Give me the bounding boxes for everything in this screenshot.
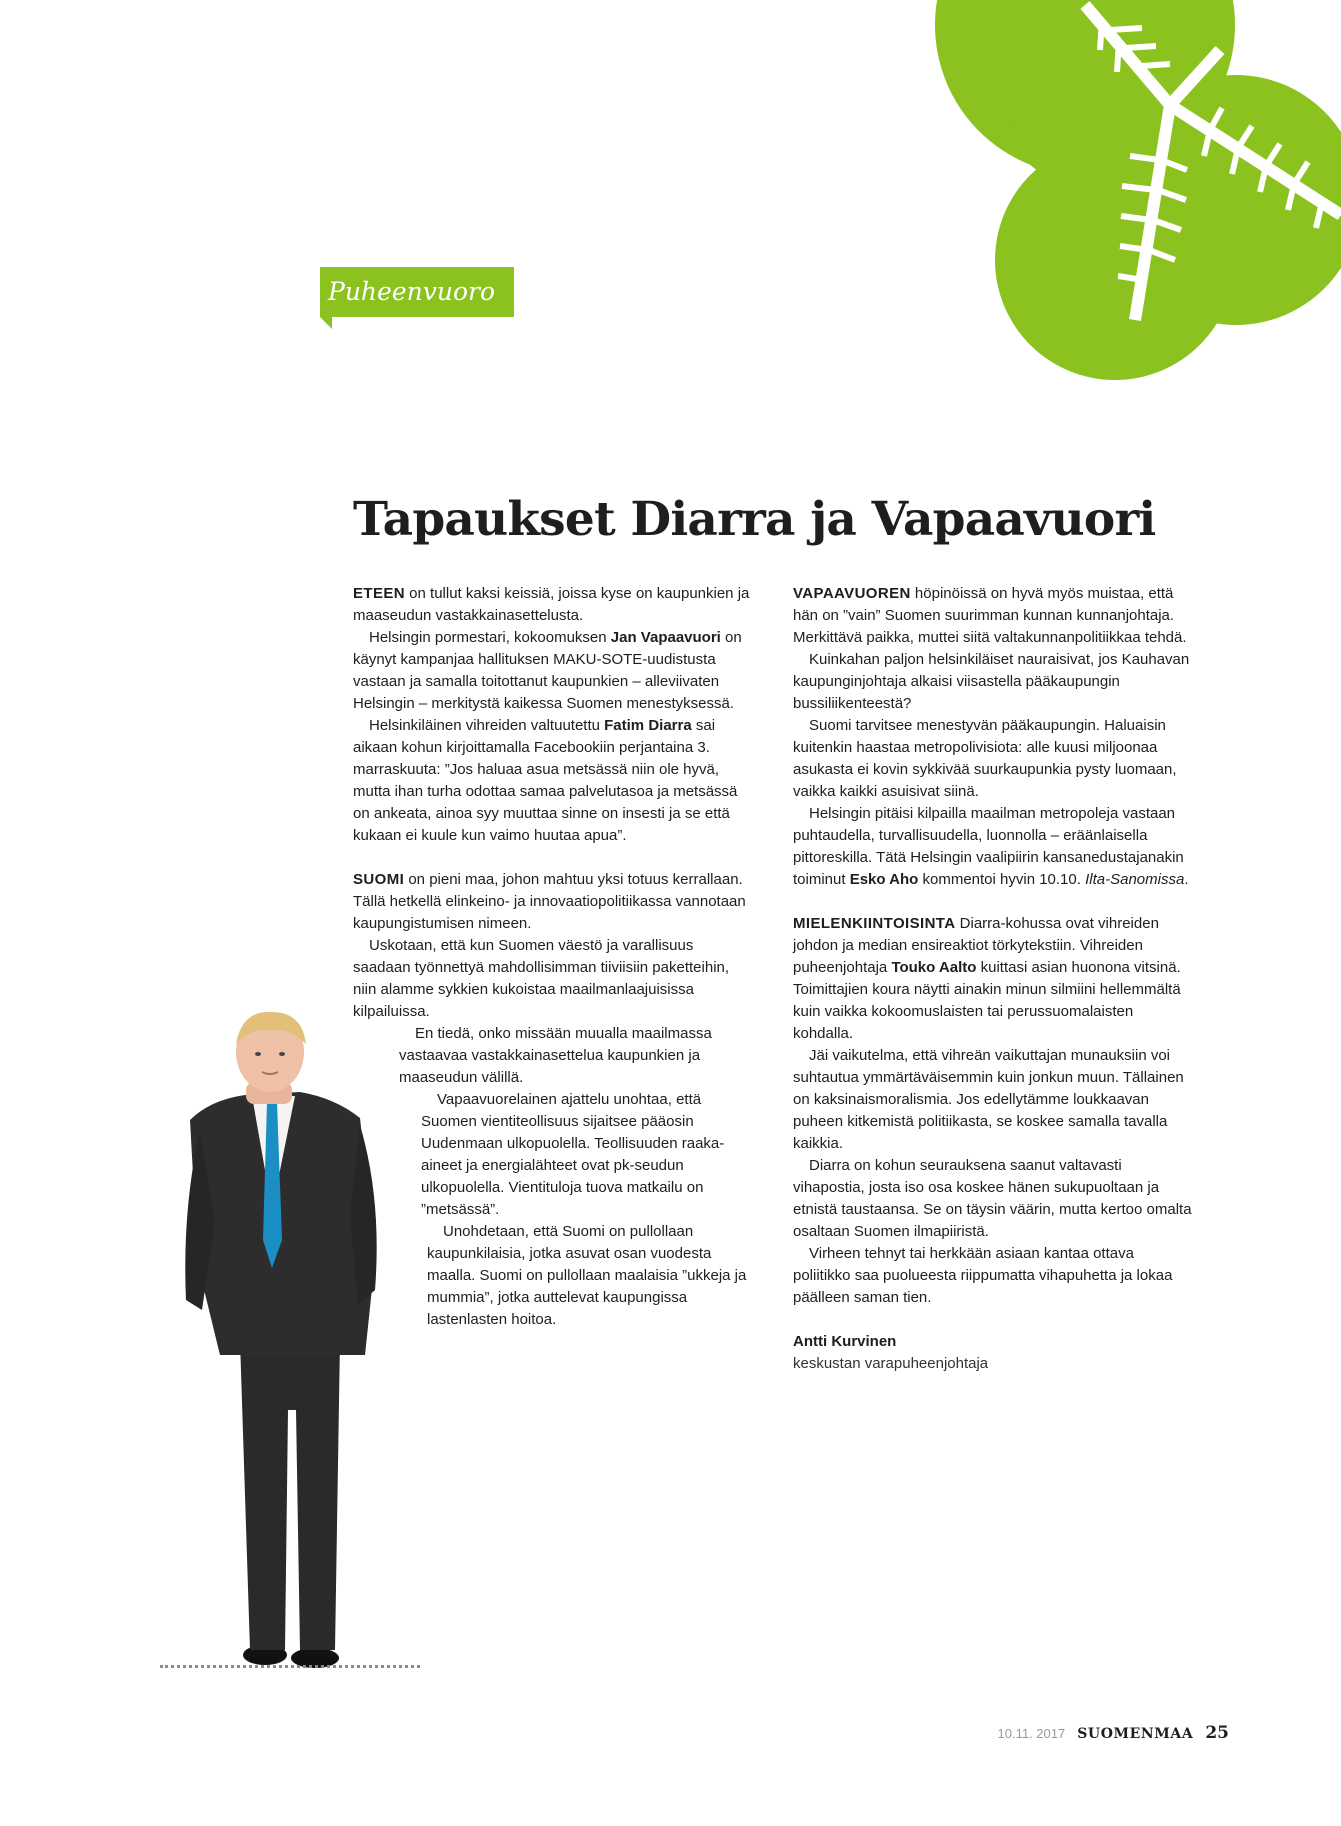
section-label-tail (320, 317, 332, 329)
paragraph: Vapaavuorelainen ajattelu unohtaa, että Suomen vientiteollisuus sijaitsee pääosin Uudenmaan ulkopuolella. Teollisuuden raaka-aineet ja energialähteet ovat pk-seudun ulkopuolella. Vientituloja tuova matkailu on ”metsässä”. (421, 1091, 725, 1218)
author-role: keskustan varapuheenjohtaja (793, 1355, 989, 1372)
issue-date: 10.11. 2017 (997, 1726, 1066, 1741)
lead-word: SUOMI (353, 871, 405, 888)
clover-decoration (920, 0, 1341, 380)
source-name: Ilta-Sanomissa (1085, 871, 1185, 888)
paragraph: SUOMI on pieni maa, johon mahtuu yksi totuus kerrallaan. Tällä hetkellä elinkeino- ja innovaatiopolitiikassa vannotaan kaupungistumisen nimeen. (353, 871, 746, 932)
paragraph: Helsingin pitäisi kilpailla maailman metropoleja vastaan puhtaudella, turvallisuudella, luonnolla – eräänlaisella pittoreskilla. Tätä Helsingin vaalipiirin kansanedustajanakin toiminut Esko Aho kommentoi hyvin 10.10. Ilta-Sanomissa. (793, 805, 1189, 888)
section-label: Puheenvuoro (320, 267, 514, 317)
headline: Tapaukset Diarra ja Vapaavuori (353, 492, 1156, 547)
author-name: Antti Kurvinen (793, 1333, 897, 1350)
lead-word: VAPAAVUOREN (793, 585, 911, 602)
paragraph: En tiedä, onko missään muualla maailmassa vastaavaa vastakkainasettelua kaupunkien ja maaseudun välillä. (399, 1025, 712, 1086)
paragraph: Uskotaan, että kun Suomen väestö ja varallisuus saadaan työnnettyä mahdollisimman tiiviisiin paketteihin, niin alamme sykkien kukoistaa maailmanlaajuisissa kilpailuissa. (353, 937, 730, 1020)
paragraph: Diarra on kohun seurauksena saanut valtavasti vihapostia, josta iso osa koskee hänen sukupuoltaan ja etnistä taustaansa. Se on täysin väärin, mutta kertoo omalta osaltaan Suomen ilmapiiristä. (793, 1157, 1192, 1240)
magazine-name: SUOMENMAA (1077, 1726, 1194, 1742)
paragraph: Virheen tehnyt tai herkkään asiaan kantaa ottava poliitikko saa puolueesta riippumatta vihapuhetta ja lokaa päälleen saman tien. (793, 1245, 1173, 1306)
right-column (793, 583, 1193, 1375)
person-name: Jan Vapaavuori (610, 629, 721, 646)
lead-word: MIELENKIINTOISINTA (793, 915, 956, 932)
paragraph: VAPAAVUOREN höpinöissä on hyvä myös muistaa, että hän on ”vain” Suomen suurimman kunnan kunnanjohtaja. Merkittävä paikka, muttei siitä valtakunnanpolitiikkaa tehdä. (793, 585, 1187, 646)
person-name: Esko Aho (849, 871, 919, 888)
paragraph: MIELENKIINTOISINTA Diarra-kohussa ovat vihreiden johdon ja median ensireaktiot törkytekstiin. Vihreiden puheenjohtaja Touko Aalto kuittasi asian huonona vitsinä. Toimittajien koura näytti ainakin minun silmiini hellemmältä kuin vaikka kokoomuslaisten tai perussuomalaisten kohdalla. (793, 915, 1181, 1042)
page-number: 25 (1205, 1723, 1229, 1743)
left-column (353, 583, 753, 1331)
paragraph: Kuinkahan paljon helsinkiläiset nauraisivat, jos Kauhavan kaupunginjohtaja alkaisi viisastella pääkaupungin bussiliikenteestä? (793, 651, 1190, 712)
person-name: Fatim Diarra (604, 717, 692, 734)
paragraph: Helsinkiläinen vihreiden valtuutettu Fatim Diarra sai aikaan kohun kirjoittamalla Facebookiin perjantaina 3. marraskuuta: ”Jos haluaa asua metsässä niin ole hyvä, mutta ihan turha odottaa samaa palvelutasoa ja metsässä on ankeata, ainoa syy muuttaa sinne on insesti ja se että kukaan ei kuule kun vaimo huutaa apua”. (353, 717, 738, 844)
paragraph: Jäi vaikutelma, että vihreän vaikuttajan munauksiin voi suhtautua ymmärtäväisemmin kuin jonkun muun. Tällainen on kaksinaismoralismia. Jos edellytämme loukkaavan puheen kitkemistä politiikasta, se koskee samalla tavalla kaikkia. (793, 1047, 1184, 1152)
person-name: Touko Aalto (891, 959, 977, 976)
dotted-divider (160, 1665, 420, 1668)
paragraph: Unohdetaan, että Suomi on pullollaan kaupunkilaisia, jotka asuvat osan vuodesta maalla. Suomi on pullollaan maalaisia ”ukkeja ja mummia”, jotka auttelevat kaupungissa lastenlasten hoitoa. (427, 1223, 747, 1328)
paragraph: Helsingin pormestari, kokoomuksen Jan Vapaavuori on käynyt kampanjaa hallituksen MAKU-SOTE-uudistusta vastaan ja samalla toitottanut kaupunkien – alleviivaten Helsingin – merkitystä kaikessa Suomen menestyksessä. (353, 629, 742, 712)
author-signature (793, 1331, 1193, 1375)
lead-word: ETEEN (353, 585, 406, 602)
paragraph: ETEEN on tullut kaksi keissiä, joissa kyse on kaupunkien ja maaseudun vastakkainasettelusta. (353, 585, 750, 624)
paragraph: Suomi tarvitsee menestyvän pääkaupungin. Haluaisin kuitenkin haastaa metropolivisiota: alle kuusi miljoonaa asukasta ei kovin sykkivää suurkaupunkia pysty luomaan, vaikka kaikki asuisivat siinä. (793, 717, 1177, 800)
page-footer (998, 1723, 1230, 1747)
author-photo (160, 1010, 410, 1690)
